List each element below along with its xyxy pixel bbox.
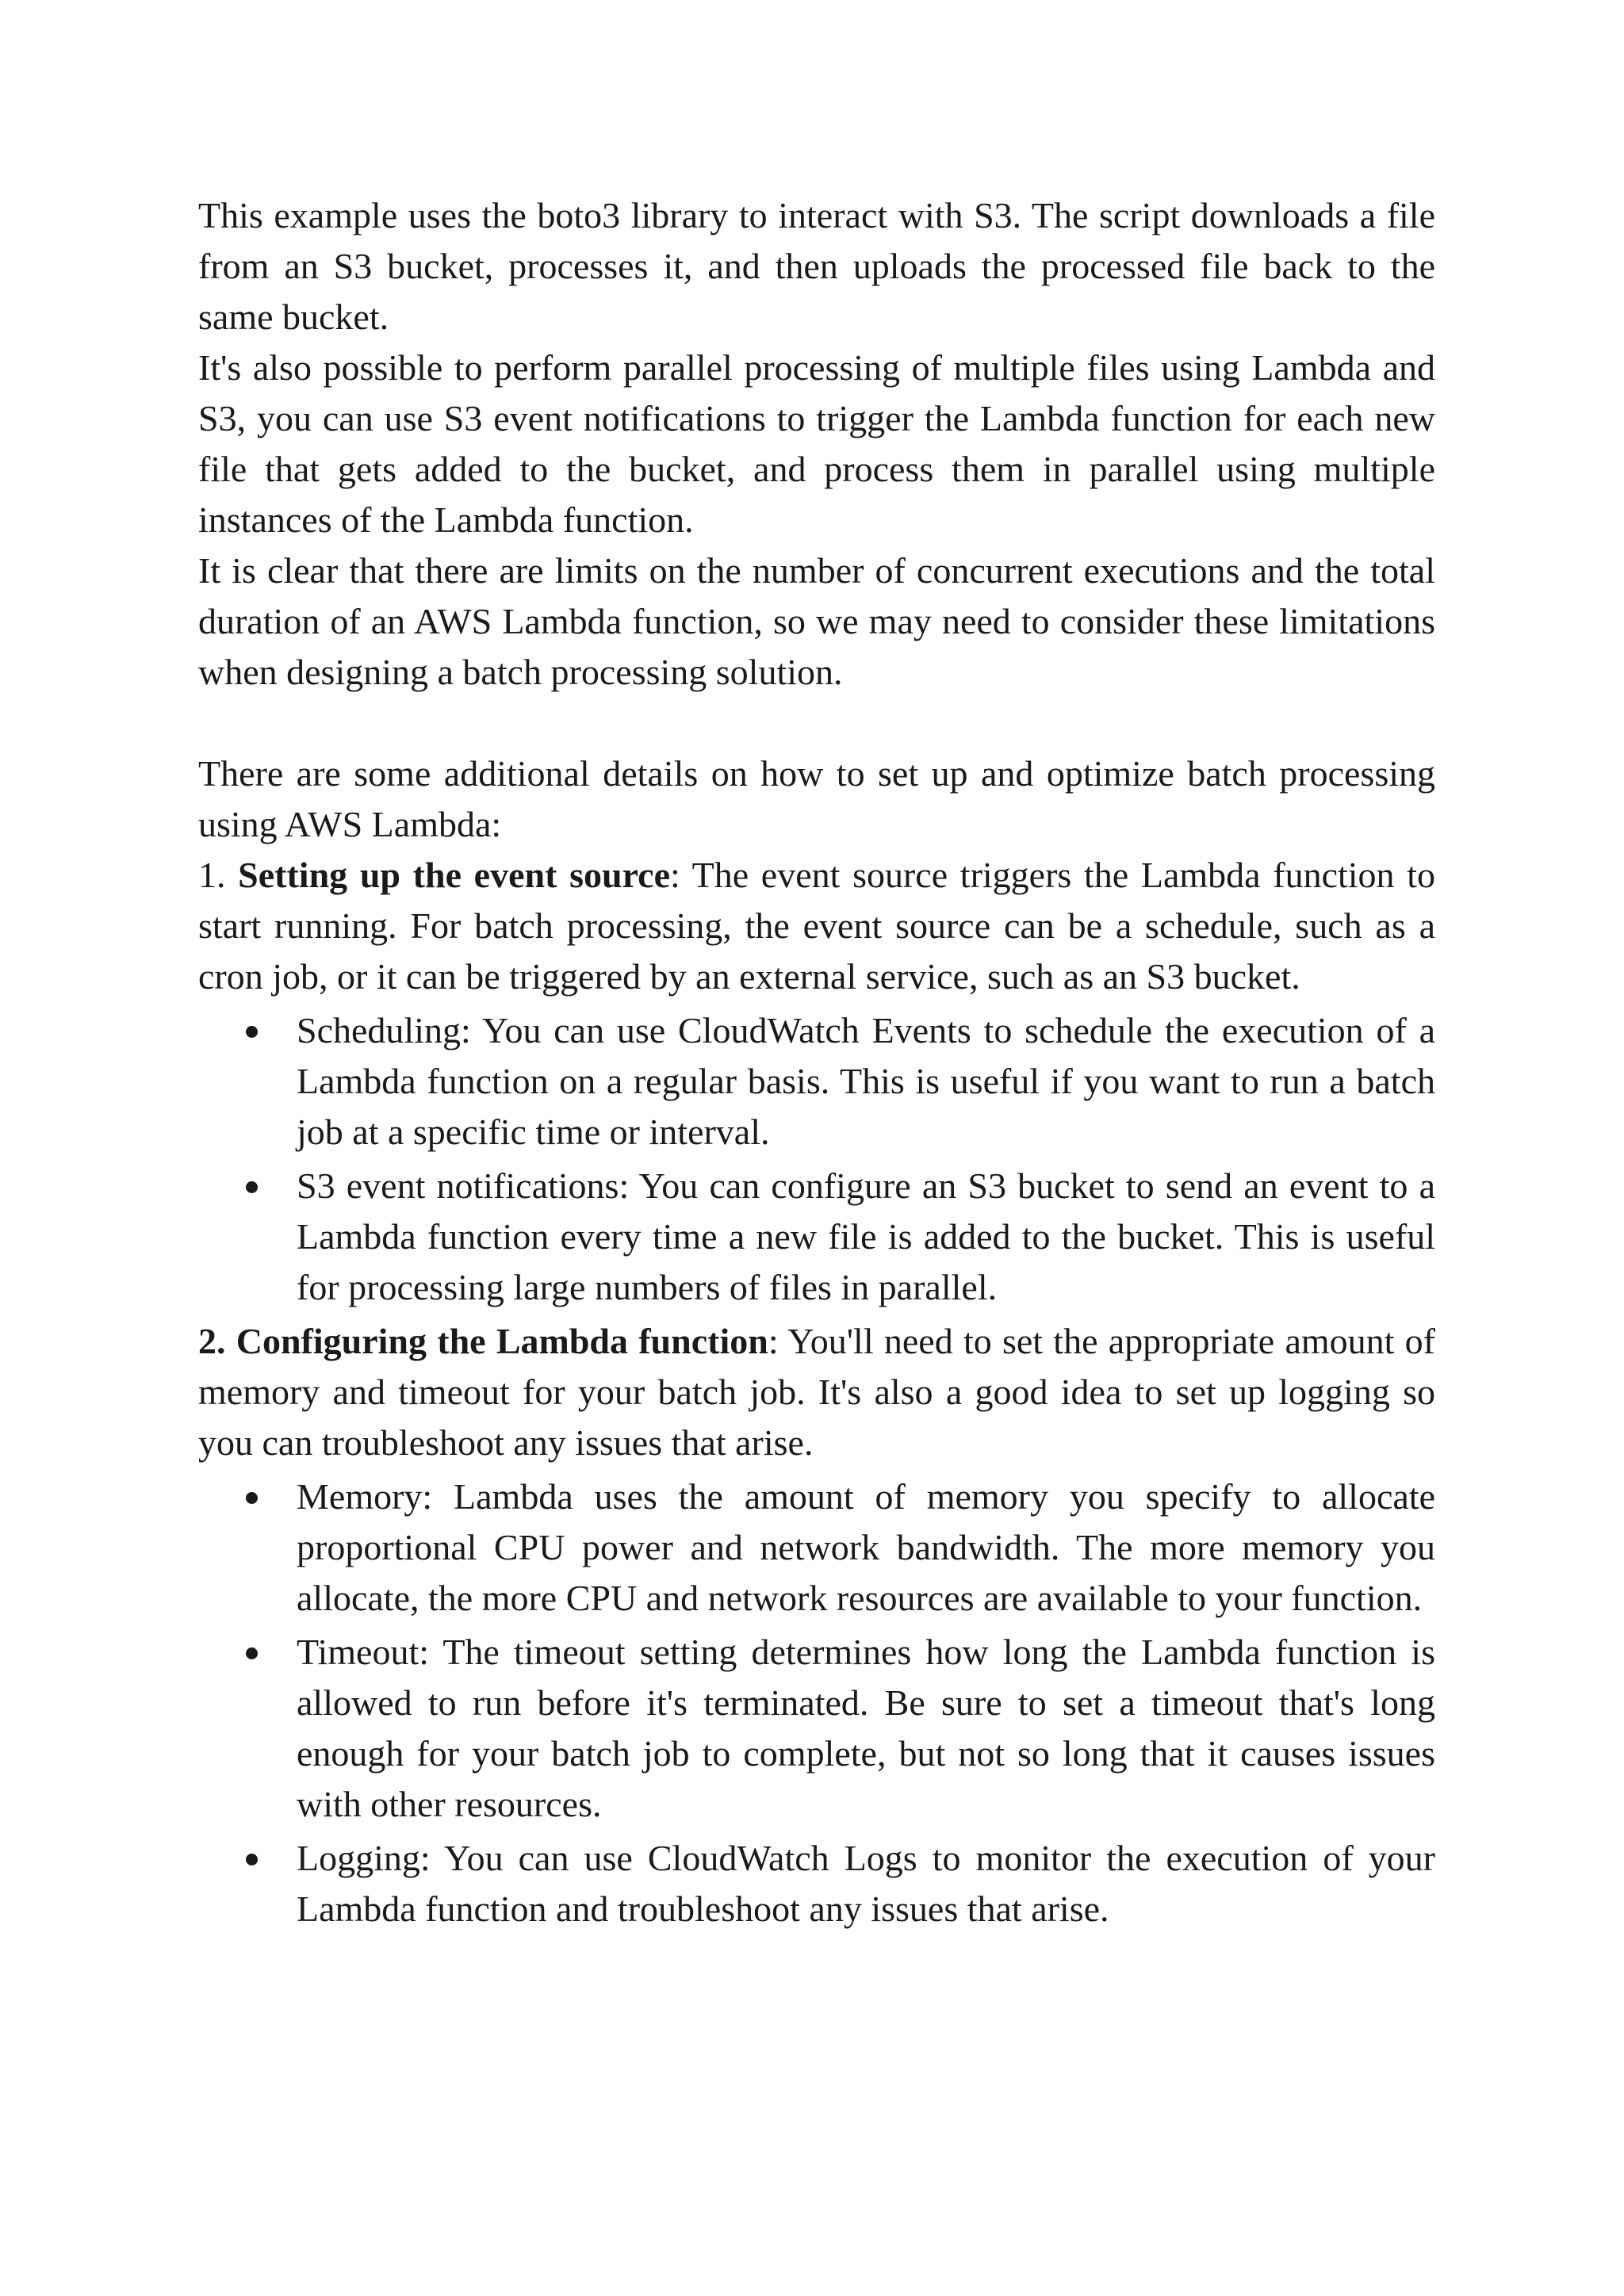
bullet-icon (246, 1854, 258, 1866)
section-2-bullet-list (198, 1471, 1435, 1934)
bullet-icon (246, 1181, 258, 1193)
bullet-text: Memory: Lambda uses the amount of memory you specify to allocate proportional CPU power and network bandwidth. The more memory you allocate, the more CPU and network resources are available to your function. (297, 1476, 1435, 1618)
section-1-text: : The event source triggers the Lambda function to start running. For batch processing, the event source can be a schedule, such as a cron job, or it can be triggered by an external service, such as an S3 bucket. (198, 855, 1435, 997)
section-1-heading: Setting up the event source (238, 855, 670, 895)
bullet-text: Scheduling: You can use CloudWatch Events to schedule the execution of a Lambda function on a regular basis. This is useful if you want to run a batch job at a specific time or interval. (297, 1010, 1435, 1152)
intro-paragraph-3: It is clear that there are limits on the number of concurrent executions and the total duration of an AWS Lambda function, so we may need to consider these limitations when designing a batch processing solution. (198, 550, 1435, 692)
intro-paragraph-2: It's also possible to perform parallel processing of multiple files using Lambda and S3, you can use S3 event notifications to trigger the Lambda function for each new file that gets added to the bucket, and process them in parallel using multiple instances of the Lambda function. (198, 347, 1435, 540)
section-2-paragraph (198, 1316, 1435, 1468)
section-1-paragraph (198, 850, 1435, 1002)
bullet-icon (246, 1647, 258, 1659)
intro-paragraph-1: This example uses the boto3 library to interact with S3. The script downloads a file from an S3 bucket, processes it, and then uploads the processed file back to the same bucket. (198, 195, 1435, 337)
details-intro-paragraph: There are some additional details on how to set up and optimize batch processing using AWS Lambda: (198, 753, 1435, 844)
paragraph-spacer (198, 698, 1435, 748)
bullet-icon (246, 1492, 258, 1504)
list-item (198, 1161, 1435, 1313)
section-2-text: : You'll need to set the appropriate amount of memory and timeout for your batch job. It's also a good idea to set up logging so you can troubleshoot any issues that arise. (198, 1321, 1435, 1463)
section-1-number: 1. (198, 855, 226, 895)
section-1-bullet-list (198, 1005, 1435, 1313)
section-2-heading: Configuring the Lambda function (236, 1321, 768, 1361)
bullet-text: S3 event notifications: You can configure an S3 bucket to send an event to a Lambda function every time a new file is added to the bucket. This is useful for processing large numbers of files in parallel. (297, 1165, 1435, 1307)
list-item (198, 1627, 1435, 1830)
bullet-icon (246, 1026, 258, 1038)
section-2-number: 2. (198, 1321, 226, 1361)
bullet-text: Logging: You can use CloudWatch Logs to monitor the execution of your Lambda function and troubleshoot any issues that arise. (297, 1838, 1435, 1929)
list-item (198, 1833, 1435, 1934)
document-page (198, 190, 1435, 1938)
bullet-text: Timeout: The timeout setting determines how long the Lambda function is allowed to run before it's terminated. Be sure to set a timeout that's long enough for your batch job to complete, but not so long that it causes issues with other resources. (297, 1632, 1435, 1824)
list-item (198, 1471, 1435, 1624)
list-item (198, 1005, 1435, 1158)
